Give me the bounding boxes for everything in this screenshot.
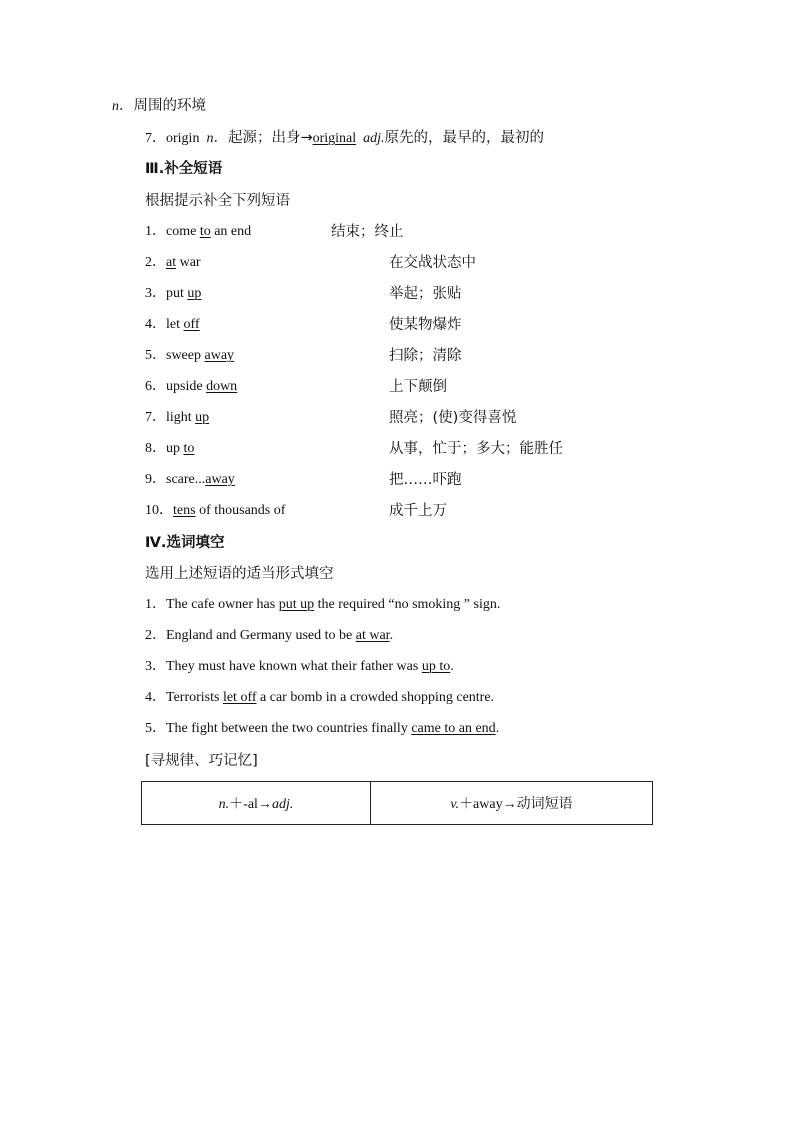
phrase-meaning: 举起；张贴: [389, 286, 462, 302]
phrase-item: [145, 440, 194, 458]
pos-label: n: [206, 131, 214, 146]
phrase-item: [145, 409, 209, 427]
rule-pos: n.: [218, 797, 230, 812]
item-number: 4．: [145, 690, 166, 705]
phrase-before: up: [166, 441, 184, 456]
sentence-before: The fight between the two countries finally: [166, 721, 412, 736]
phrase-blank-answer: at: [166, 255, 177, 270]
phrase-meaning: 成千上万: [389, 503, 447, 519]
meaning-text: ．起源；出身→: [213, 130, 313, 146]
phrase-after: war: [176, 255, 201, 270]
phrase-meaning: 结束；终止: [331, 224, 404, 240]
phrase-blank-answer: away: [205, 472, 235, 487]
item-number: 4．: [145, 317, 166, 332]
phrase-before: upside: [166, 379, 207, 394]
phrase-meaning: 使某物爆炸: [389, 317, 462, 333]
phrase-before: come: [166, 224, 200, 239]
sentence-before: The cafe owner has: [166, 597, 279, 612]
phrase-blank-answer: up: [187, 286, 202, 301]
prev-item-tail: [112, 97, 206, 116]
phrase-after: an end: [210, 224, 252, 239]
phrase-item: [145, 316, 200, 334]
meaning-text: 周围的环境: [133, 98, 206, 114]
sentence-after: .: [389, 628, 394, 643]
item-number: 1．: [145, 224, 166, 239]
sentence-item: [145, 720, 499, 738]
item-number: 2．: [145, 255, 166, 270]
item-number: 1．: [145, 597, 166, 612]
phrase-meaning: 把……吓跑: [389, 472, 462, 488]
rule-result: adj.: [271, 797, 294, 812]
phrase-blank-answer: down: [206, 379, 238, 394]
section-4-instruction: 选用上述短语的适当形式填空: [145, 566, 334, 582]
item-number: 2．: [145, 628, 166, 643]
phrase-meaning: 上下颠倒: [389, 379, 447, 395]
phrase-meaning: 在交战状态中: [389, 255, 476, 271]
sentence-answer: up to: [421, 659, 451, 674]
item-number: 9．: [145, 472, 166, 487]
phrase-item: [145, 347, 234, 365]
table-row: [142, 782, 653, 825]
phrase-before: let: [166, 317, 184, 332]
phrase-blank-answer: away: [204, 348, 235, 363]
phrase-item: [145, 285, 201, 303]
phrase-blank-answer: up: [195, 410, 210, 425]
phrase-meaning: 扫除；清除: [389, 348, 462, 364]
phrase-before: light: [166, 410, 196, 425]
item-number: 8．: [145, 441, 166, 456]
rule-pos: v.: [450, 797, 460, 812]
sentence-answer: came to an end: [411, 721, 496, 736]
pos-label: n: [112, 99, 119, 114]
item-number: 7．: [145, 131, 166, 146]
phrase-item: [145, 223, 251, 241]
phrase-blank-answer: off: [183, 317, 200, 332]
section-3-instruction: 根据提示补全下列短语: [145, 193, 290, 209]
sentence-item: [145, 658, 454, 676]
section-3-title: Ⅲ.补全短语: [145, 161, 223, 177]
vocab-word: origin: [166, 131, 200, 146]
phrase-before: put: [166, 286, 188, 301]
derived-pos-label: adj.: [363, 131, 385, 146]
phrase-blank-answer: tens: [173, 503, 196, 518]
vocab-item-7: [145, 129, 544, 148]
rule-mid: ＋away→: [459, 797, 517, 812]
sentence-answer: put up: [278, 597, 315, 612]
item-number: 10．: [145, 503, 173, 518]
sentence-item: [145, 627, 393, 645]
item-number: 5．: [145, 721, 166, 736]
phrase-meaning: 照亮；(使)变得喜悦: [389, 410, 517, 426]
section-4-title: Ⅳ.选词填空: [145, 535, 225, 551]
derived-meaning: 原先的，最早的，最初的: [384, 130, 545, 146]
phrase-meaning: 从事，忙于；多大；能胜任: [389, 441, 563, 457]
sentence-item: [145, 689, 494, 707]
rule-result: 动词短语: [516, 796, 573, 812]
rule-cell-noun-to-adj: [142, 782, 371, 825]
phrase-item: [145, 378, 237, 396]
item-number: 5．: [145, 348, 166, 363]
derived-word-answer: original: [312, 131, 357, 146]
sentence-after: .: [495, 721, 500, 736]
memory-tip-title: [寻规律、巧记忆]: [145, 753, 258, 769]
phrase-item: [145, 471, 235, 489]
sentence-item: [145, 596, 500, 614]
sentence-before: They must have known what their father was: [166, 659, 422, 674]
item-number: 6．: [145, 379, 166, 394]
separator: ．: [119, 98, 134, 114]
rule-cell-verb-away: [371, 782, 653, 825]
item-number: 3．: [145, 659, 166, 674]
item-number: 3．: [145, 286, 166, 301]
sentence-answer: at war: [355, 628, 390, 643]
phrase-before: scare...: [166, 472, 206, 487]
sentence-answer: let off: [222, 690, 257, 705]
sentence-before: Terrorists: [166, 690, 223, 705]
item-number: 7．: [145, 410, 166, 425]
phrase-blank-answer: to: [183, 441, 195, 456]
rule-mid: ＋-al→: [229, 797, 272, 812]
phrase-before: sweep: [166, 348, 205, 363]
phrase-item: [145, 502, 285, 520]
memory-rule-table: [141, 781, 653, 825]
phrase-blank-answer: to: [199, 224, 211, 239]
sentence-after: the required “no smoking ” sign.: [314, 597, 501, 612]
phrase-item: [145, 254, 201, 272]
sentence-after: .: [450, 659, 454, 674]
sentence-after: a car bomb in a crowded shopping centre.: [256, 690, 495, 705]
phrase-after: of thousands of: [195, 503, 286, 518]
sentence-before: England and Germany used to be: [166, 628, 356, 643]
